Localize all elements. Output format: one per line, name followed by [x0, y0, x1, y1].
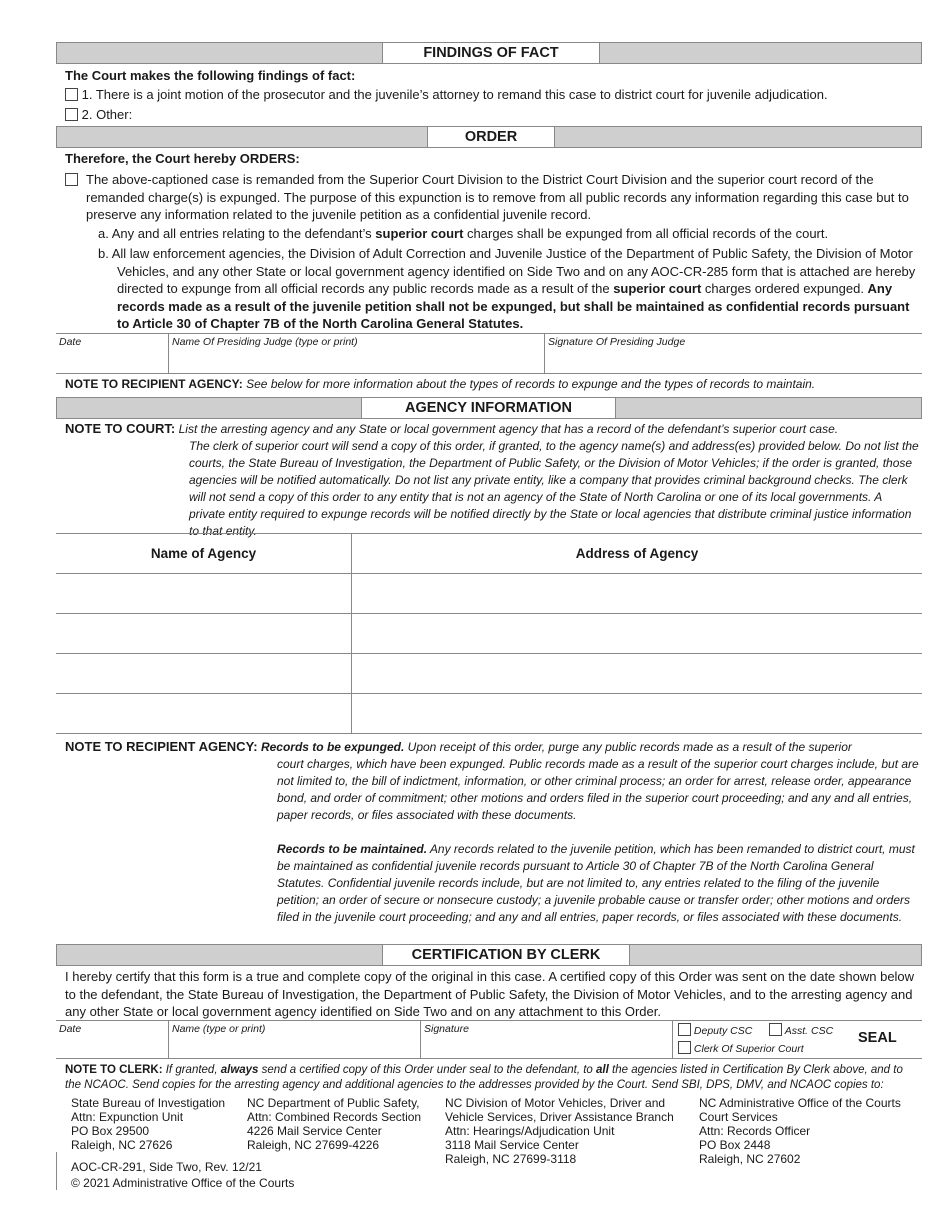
agency-table: [56, 533, 922, 734]
asst-csc-label: Asst. CSC: [784, 1025, 834, 1037]
certification-header-bar: [56, 944, 922, 966]
order-header-bar: [56, 126, 922, 148]
seal-label: SEAL: [858, 1030, 897, 1046]
order-main-row: [65, 171, 920, 224]
judge-signature-field[interactable]: [548, 352, 918, 370]
note-to-clerk: NOTE TO CLERK: If granted, always send a certified copy of this Order under seal to the defendant, to all the agencies listed in Certification By Clerk above, and to the NCAOC. Send copies for the arresting agency and additional agencies to the addresses provided by the Court. Send SBI, DPS, DMV, and NCAOC copies to:: [65, 1064, 903, 1091]
agency-address-cell[interactable]: [352, 614, 923, 654]
clerk-superior-court-label: Clerk Of Superior Court: [693, 1043, 804, 1055]
order-checkbox[interactable]: [65, 173, 78, 186]
judge-date-label: Date: [59, 336, 82, 348]
note-recipient-top: NOTE TO RECIPIENT AGENCY: See below for more information about the types of records to expunge and the types of records to maintain.: [65, 377, 816, 391]
certification-header: CERTIFICATION BY CLERK: [382, 944, 630, 966]
finding-2-checkbox[interactable]: [65, 108, 78, 121]
findings-header-bar: [56, 42, 922, 64]
finding-2-row: [65, 107, 132, 122]
expunged-text: court charges, which have been expunged. Public records made as a result of the superior court charges include, but are not limited to, the bill of indictment, information, or other criminal process; an order for arrest, release order, appearance bond, and order of commitment; other motions and orders filed in the superior court proceeding; and any and all entries, paper records, or files associated with these documents.: [277, 757, 919, 822]
table-row: [56, 694, 922, 734]
judge-name-label: Name Of Presiding Judge (type or print): [172, 336, 358, 348]
judge-name-field[interactable]: [172, 352, 540, 370]
order-intro: Therefore, the Court hereby ORDERS:: [65, 151, 300, 166]
table-row: [56, 614, 922, 654]
order-item-a: a. Any and all entries relating to the defendant’s superior court charges shall be expunged from all official records of the court.: [98, 226, 829, 241]
order-header: ORDER: [427, 126, 555, 148]
agency-header-bar: [56, 397, 922, 419]
certification-text: I hereby certify that this form is a true and complete copy of the original in this case. A certified copy of this Order was sent on the date shown below to the defendant, the State Bureau of Investigation, the Department of Public Safety, the Division of Motor Vehicles, and to the arresting agency and any other State or local government agency identified on Side Two and on any attachment to this Order.: [65, 969, 915, 1019]
maintained-text: Records to be maintained. Any records related to the juvenile petition, which has been remanded to district court, must be maintained as confidential juvenile records pursuant to Article 30 of Chapter 7B of the North Carolina General Statutes. Confidential juvenile records include, but are not limited to, any entries related to the filing of the juvenile petition; an order of secure or nonsecure custody; a juvenile probable cause or transfer order; other motions and orders filed in the juvenile court proceeding; and any and all entries, paper records, or files associated with these documents.: [277, 842, 915, 924]
order-main-text: The above-captioned case is remanded from the Superior Court Division to the District Court Division and the superior court record of the remanded charge(s) is expunged. The purpose of this expunction is to remove from all public records any information regarding this case but to preserve any information related to the juvenile petition as a confidential juvenile record.: [86, 172, 909, 222]
note-to-recipient: NOTE TO RECIPIENT AGENCY: Records to be expunged. Upon receipt of this order, purge any public records made as a result of the superior court charges, which have been expunged. Public records made as a result of the superior court charges include, but are not limited to, the bill of indictment, information, or other criminal process; an order for arrest, release order, appearance bond, and order of commitment; other motions and orders filed in the superior court proceeding; and any and all entries, paper records, or files associated with these documents. Records to be maintained. Any records related to the juvenile petition, which has been remanded to district court, must be maintained as confidential juvenile records pursuant to Article 30 of Chapter 7B of the North Carolina General Statutes. Confidential juvenile records include, but are not limited to, any entries related to the filing of the juvenile petition; an order of secure or nonsecure custody; a juvenile probable cause or transfer order; other motions and orders filed in the juvenile court proceeding; and any and all entries, paper records, or files associated with these documents.: [65, 739, 919, 924]
clerk-superior-court-checkbox[interactable]: [678, 1041, 691, 1054]
asst-csc-checkbox[interactable]: [769, 1023, 782, 1036]
col-address-of-agency: Address of Agency: [352, 534, 923, 574]
agency-address-cell[interactable]: [352, 574, 923, 614]
clerk-signature-row: [56, 1020, 922, 1059]
address-ncaoc: NC Administrative Office of the Courts Court Services Attn: Records Officer PO Box 2448 Raleigh, NC 27602: [699, 1096, 901, 1166]
judge-signature-row: [56, 333, 922, 374]
judge-date-field[interactable]: [59, 352, 165, 370]
order-item-b: b. All law enforcement agencies, the Division of Adult Correction and Juvenile Justice of the Department of Public Safety, the Division of Motor Vehicles, and any other State or local government agency identified on Side Two and on any AOC-CR-285 form that is attached are hereby directed to expunge from all official records any public records made as a result of the superior court charges ordered expunged. Any records made as a result of the juvenile petition shall not be expunged, but shall be maintained as confidential records pursuant to Article 30 of Chapter 7B of the North Carolina General Statutes.: [98, 246, 916, 331]
deputy-csc-label: Deputy CSC: [693, 1025, 753, 1037]
clerk-name-label: Name (type or print): [172, 1023, 266, 1035]
findings-intro: The Court makes the following findings of fact:: [65, 68, 356, 83]
address-sbi: State Bureau of Investigation Attn: Expunction Unit PO Box 29500 Raleigh, NC 27626: [71, 1096, 226, 1152]
table-row: [56, 654, 922, 694]
agency-address-cell[interactable]: [352, 654, 923, 694]
agency-name-cell[interactable]: [56, 574, 352, 614]
findings-header: FINDINGS OF FACT: [382, 42, 600, 64]
deputy-csc-checkbox[interactable]: [678, 1023, 691, 1036]
clerk-date-label: Date: [59, 1023, 82, 1035]
agency-address-cell[interactable]: [352, 694, 923, 734]
finding-2-text: 2. Other:: [81, 107, 133, 122]
form-id: AOC-CR-291, Side Two, Rev. 12/21: [71, 1160, 262, 1174]
finding-1-text: 1. There is a joint motion of the prosecutor and the juvenile’s attorney to remand this case to district court for juvenile adjudication.: [81, 87, 828, 102]
clerk-signature-label: Signature: [424, 1023, 469, 1035]
agency-name-cell[interactable]: [56, 614, 352, 654]
judge-signature-label: Signature Of Presiding Judge: [548, 336, 686, 348]
address-dps: NC Department of Public Safety, Attn: Combined Records Section 4226 Mail Service Center Raleigh, NC 27699-4226: [247, 1096, 422, 1152]
finding-1-row: [65, 87, 828, 102]
address-dmv: NC Division of Motor Vehicles, Driver and Vehicle Services, Driver Assistance Branch Attn: Hearings/Adjudication Unit 3118 Mail Service Center Raleigh, NC 27699-3118: [445, 1096, 674, 1166]
note-to-court: NOTE TO COURT: List the arresting agency and any State or local government agency that has a record of the defendant’s superior court case. The clerk of superior court will send a copy of this order, if granted, to the agency name(s) and address(es) provided below. Do not list the courts, the State Bureau of Investigation, the Department of Public Safety, or the Division of Motor Vehicles; if the order is granted, those agencies will be notified automatically. Do not list any private entity, like a company that provides criminal background checks. The clerk will not send a copy of this order to any entity that is not an agency of the State of North Carolina or one of its local governments. A private entity required to expunge records will be notified directly by the State or local agencies that distribute criminal justice information to that entity.: [65, 421, 919, 538]
agency-header: AGENCY INFORMATION: [361, 397, 616, 419]
agency-name-cell[interactable]: [56, 654, 352, 694]
finding-1-checkbox[interactable]: [65, 88, 78, 101]
col-name-of-agency: Name of Agency: [56, 534, 352, 574]
copyright: © 2021 Administrative Office of the Courts: [71, 1176, 295, 1190]
agency-name-cell[interactable]: [56, 694, 352, 734]
agency-table-header: [56, 534, 922, 574]
footer-left-rule: [56, 1152, 57, 1190]
table-row: [56, 574, 922, 614]
